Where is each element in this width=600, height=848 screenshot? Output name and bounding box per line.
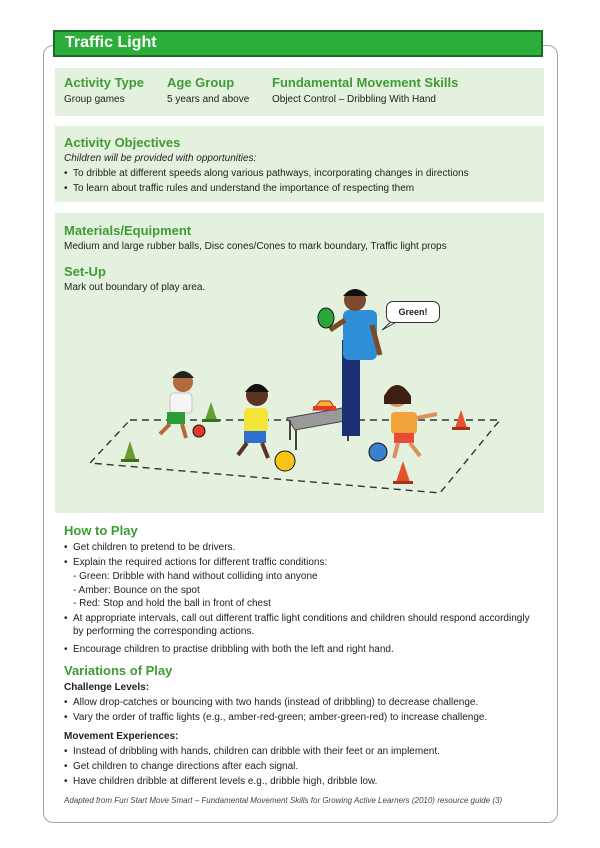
list-item: - Red: Stop and hold the ball in front of chest [73, 598, 271, 609]
age-group-label: Age Group [167, 75, 235, 90]
list-item: • Vary the order of traffic lights (e.g., amber-red-green; amber-green-red) to increase challenge. [64, 710, 540, 725]
list-item: • Get children to change directions after each signal. [64, 759, 540, 774]
source-footnote: Adapted from Fun Start Move Smart – Fundamental Movement Skills for Growing Active Learners (2010) resource guide (3) [64, 796, 503, 805]
objectives-heading: Activity Objectives [64, 135, 181, 150]
list-item: • Have children dribble at different levels e.g., dribble high, dribble low. [64, 774, 540, 789]
materials-text: Medium and large rubber balls, Disc cones/Cones to mark boundary, Traffic light props [64, 241, 447, 252]
challenge-heading: Challenge Levels: [64, 682, 150, 693]
activity-type-label: Activity Type [64, 75, 144, 90]
setup-heading: Set-Up [64, 264, 106, 279]
list-item: - Amber: Bounce on the spot [73, 584, 200, 596]
list-item: • To dribble at different speeds along various pathways, incorporating changes in directions [64, 166, 535, 181]
list-item: • At appropriate intervals, call out different traffic light conditions and children should respond accordingly by performing the corresponding actions. [64, 612, 540, 639]
red-ball-icon [193, 425, 205, 437]
blue-ball-icon [369, 443, 387, 461]
list-item: • Instead of dribbling with hands, children can dribble with their feet or an implement. [64, 744, 540, 759]
yellow-ball-icon [275, 451, 295, 471]
list-item: • To learn about traffic rules and understand the importance of respecting them [64, 181, 535, 196]
how-to-play-heading: How to Play [64, 523, 138, 538]
child-figure [384, 385, 437, 458]
list-item: • Encourage children to practise dribbling with both the left and right hand. [64, 642, 540, 657]
page-title: Traffic Light [65, 34, 157, 51]
list-item: • Allow drop-catches or bouncing with two hands (instead of dribbling) to decrease challenge. [64, 695, 540, 710]
cone-icon [121, 441, 139, 462]
materials-heading: Materials/Equipment [64, 223, 192, 238]
fms-label: Fundamental Movement Skills [272, 75, 459, 90]
variations-section [64, 663, 540, 789]
fms-value: Object Control – Dribbling With Hand [272, 94, 436, 105]
cone-icon [393, 461, 413, 484]
age-group-value: 5 years and above [167, 94, 250, 105]
child-figure [238, 384, 269, 458]
movement-heading: Movement Experiences: [64, 731, 179, 742]
objectives-intro: Children will be provided with opportunities: [64, 153, 257, 164]
setup-text: Mark out boundary of play area. [64, 282, 206, 293]
speech-bubble: Green! [386, 301, 440, 323]
activity-type-value: Group games [64, 94, 125, 105]
list-item: • Get children to pretend to be drivers. [64, 540, 540, 555]
list-item: • Explain the required actions for different traffic conditions: [64, 555, 540, 570]
child-figure [160, 371, 194, 438]
cone-icon [202, 402, 220, 422]
table-icon [287, 401, 350, 450]
green-ball-icon [318, 308, 334, 328]
variations-heading: Variations of Play [64, 663, 173, 678]
how-to-play-section [64, 523, 540, 657]
list-item: - Green: Dribble with hand without colliding into anyone [73, 571, 318, 582]
